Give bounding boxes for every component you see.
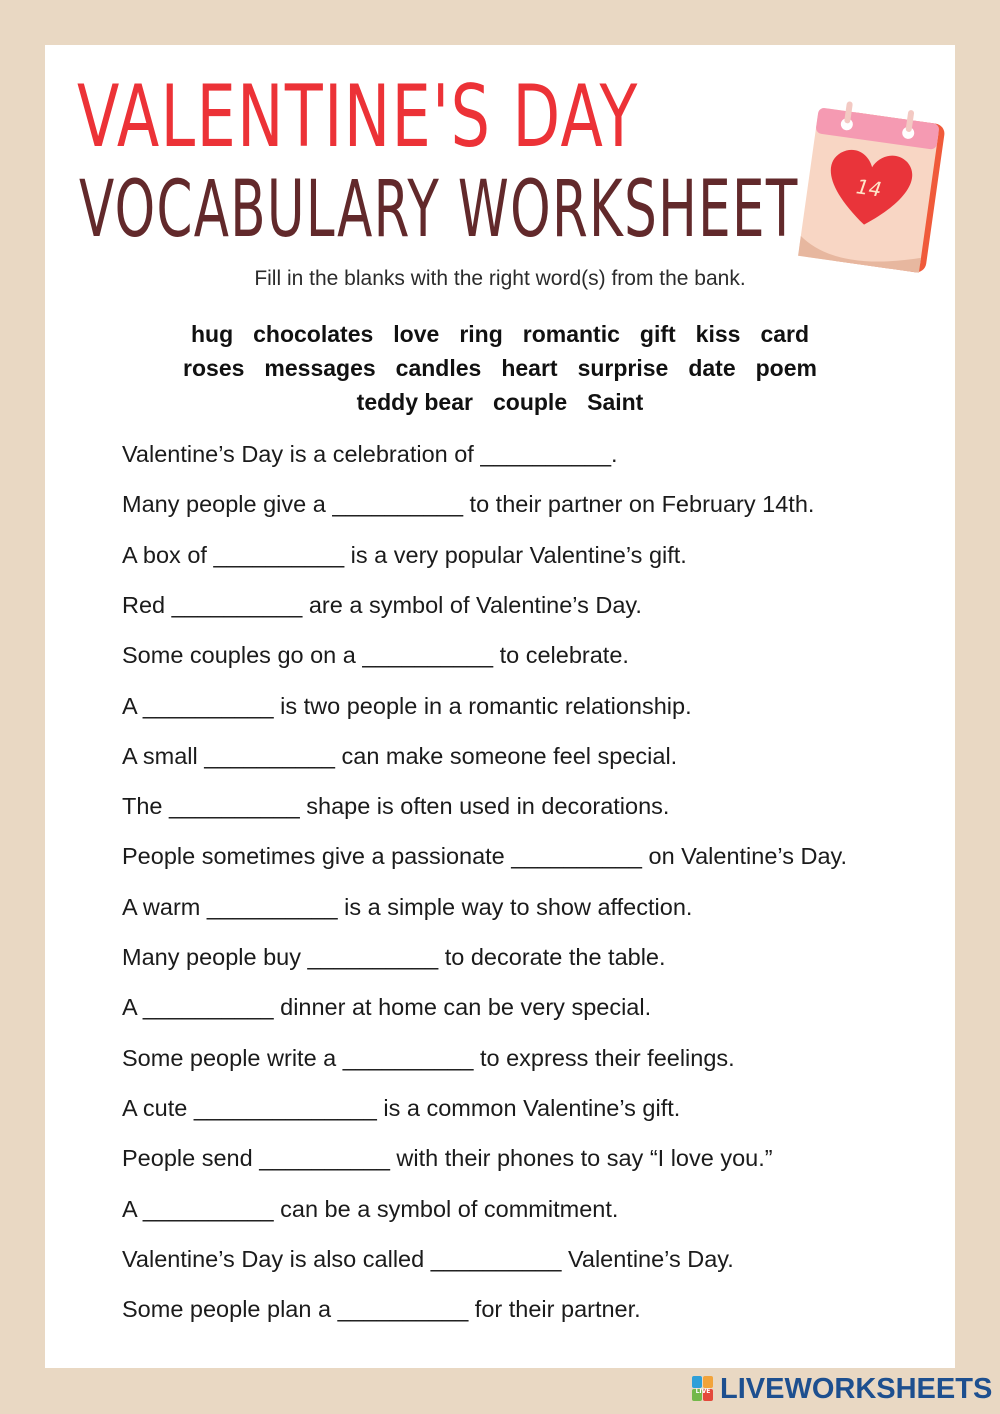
word-bank-item: surprise (577, 355, 669, 381)
word-bank-item: heart (501, 355, 558, 381)
word-bank (45, 317, 955, 419)
question-text: A warm __________ is a simple way to show affection. (122, 893, 693, 920)
title-line-1: VALENTINE'S DAY (77, 67, 639, 167)
word-bank-item: date (688, 355, 736, 381)
question-text: Valentine’s Day is a celebration of __________. (122, 441, 618, 467)
word-bank-item: candles (395, 355, 482, 381)
word-bank-item: gift (639, 321, 676, 347)
calendar-day-number: 14 (854, 174, 884, 202)
question-text: Many people buy __________ to decorate the table. (122, 944, 666, 970)
question-text: A __________ can be a symbol of commitment. (122, 1195, 619, 1222)
word-bank-item: Saint (587, 389, 644, 415)
calendar-heart-icon (780, 75, 955, 285)
question-text: People send __________ with their phones to say “I love you.” (122, 1145, 773, 1172)
word-bank-item: romantic (522, 321, 620, 347)
instructions: Fill in the blanks with the right word(s) from the bank. (254, 267, 746, 290)
question-text: The __________ shape is often used in decorations. (122, 793, 670, 820)
word-bank-item: roses (183, 355, 245, 381)
question-text: Some people write a __________ to express their feelings. (122, 1044, 735, 1071)
question-text: A small __________ can make someone feel special. (122, 742, 678, 769)
word-bank-row (45, 317, 955, 351)
question-text: Some people plan a __________ for their partner. (122, 1296, 641, 1323)
question-text: Valentine’s Day is also called __________ Valentine’s Day. (122, 1245, 734, 1272)
question-text: Many people give a __________ to their partner on February 14th. (122, 491, 815, 518)
question-text: A __________ is two people in a romantic relationship. (122, 692, 692, 719)
word-bank-item: love (393, 321, 440, 347)
word-bank-row (45, 385, 955, 419)
liveworksheets-logo (692, 1374, 992, 1404)
worksheet-page (45, 45, 955, 1368)
question-text: A box of __________ is a very popular Valentine’s gift. (122, 541, 687, 568)
word-bank-item: ring (459, 321, 503, 347)
question-text: A __________ dinner at home can be very special. (122, 994, 652, 1021)
word-bank-item: card (760, 321, 810, 347)
word-bank-item: kiss (695, 321, 741, 347)
word-bank-item: hug (190, 321, 234, 347)
logo-letters: LIVE (695, 1388, 711, 1395)
brand-name: LIVEWORKSHEETS (720, 1372, 993, 1405)
question-text: A cute ______________ is a common Valentine’s gift. (122, 1094, 681, 1121)
word-bank-row (45, 351, 955, 385)
liveworksheets-icon (692, 1376, 714, 1402)
question-text: Some couples go on a __________ to celebrate. (122, 642, 629, 669)
question-text: Red __________ are a symbol of Valentine’s Day. (122, 591, 642, 618)
word-bank-item: couple (492, 389, 568, 415)
word-bank-item: messages (264, 355, 376, 381)
question-text: People sometimes give a passionate __________ on Valentine’s Day. (122, 843, 848, 870)
title-line-2: VOCABULARY WORKSHEET (79, 165, 799, 255)
word-bank-item: teddy bear (356, 389, 473, 415)
word-bank-item: chocolates (253, 321, 374, 347)
word-bank-item: poem (755, 355, 817, 381)
